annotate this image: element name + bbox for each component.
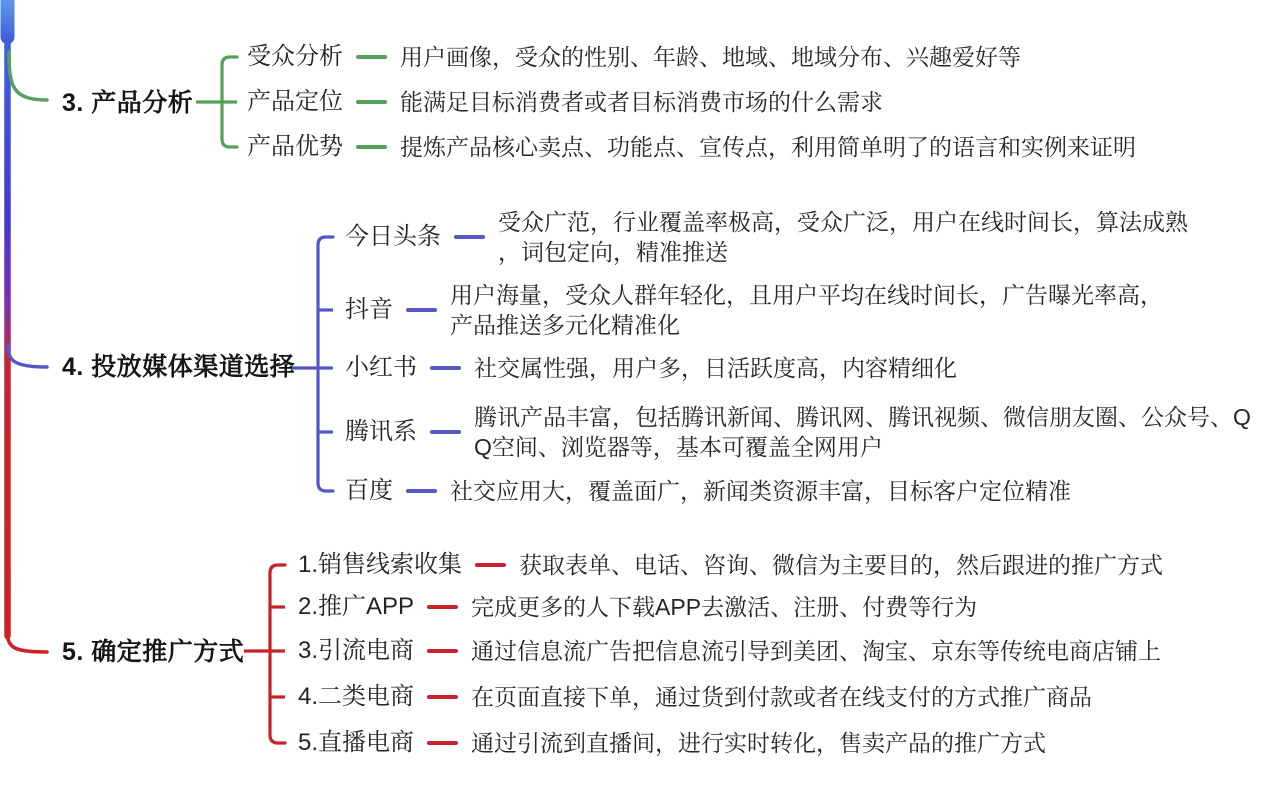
child-label: 小红书 (345, 354, 417, 381)
trunk-top-bar (1, 0, 15, 44)
connector-dash (356, 55, 387, 59)
row-sales-leads (298, 550, 1163, 580)
child-label: 产品优势 (247, 133, 343, 160)
connector-dash (356, 100, 387, 104)
bracket-promotion (270, 565, 285, 743)
row-live-ecommerce (298, 728, 1046, 758)
row-tencent (345, 402, 1266, 462)
row-audience-analysis (247, 42, 1021, 72)
child-desc: 在页面直接下单，通过货到付款或者在线支付的方式推广商品 (471, 684, 1093, 710)
row-toutiao (345, 207, 1195, 267)
connector-dash (427, 741, 458, 745)
connector-dash (427, 695, 458, 699)
connector-dash (454, 235, 485, 239)
connector-dash (430, 366, 461, 370)
child-desc: 腾讯产品丰富，包括腾讯新闻、腾讯网、腾讯视频、微信朋友圈、公众号、QQ空间、浏览器等，基本可覆盖全网用户 (474, 404, 1251, 460)
child-desc: 通过引流到直播间，进行实时转化，售卖产品的推广方式 (471, 730, 1047, 756)
row-product-positioning (247, 87, 883, 117)
child-label: 抖音 (345, 296, 393, 323)
bracket-product (222, 57, 237, 147)
child-desc: 受众广范，行业覆盖率极高，受众广泛，用户在线时间长，算法成熟，词包定向，精准推送 (498, 209, 1188, 265)
row-product-advantage (247, 132, 1136, 162)
child-label: 腾讯系 (345, 418, 417, 445)
row-second-class-ecommerce (298, 682, 1092, 712)
child-desc: 能满足目标消费者或者目标消费市场的什么需求 (400, 89, 883, 115)
connector-dash (427, 605, 458, 609)
connector-dash (427, 649, 458, 653)
child-desc: 通过信息流广告把信息流引导到美团、淘宝、京东等传统电商店铺上 (471, 638, 1162, 664)
child-label: 受众分析 (247, 43, 343, 70)
connector-dash (430, 430, 461, 434)
child-label: 今日头条 (345, 223, 441, 250)
branch-curve-promotion (7, 628, 47, 652)
row-baidu (345, 476, 1071, 506)
child-label: 2.推广APP (298, 593, 415, 620)
connector-dash (475, 563, 506, 567)
child-desc: 用户海量，受众人群年轻化，且用户平均在线时间长，广告曝光率高，产品推送多元化精准化 (450, 282, 1163, 338)
node-product-analysis: 3. 产品分析 (62, 89, 194, 117)
connector-dash (406, 489, 437, 493)
child-label: 3.引流电商 (298, 637, 415, 664)
bracket-media (318, 237, 333, 491)
child-desc: 社交属性强，用户多，日活跃度高，内容精细化 (474, 355, 957, 381)
child-desc: 社交应用大，覆盖面广，新闻类资源丰富，目标客户定位精准 (450, 478, 1071, 504)
child-desc: 获取表单、电话、咨询、微信为主要目的，然后跟进的推广方式 (519, 552, 1164, 578)
child-label: 百度 (345, 477, 393, 504)
node-promotion-methods: 5. 确定推广方式 (62, 638, 245, 666)
row-promote-app (298, 592, 977, 622)
child-desc: 提炼产品核心卖点、功能点、宣传点，利用简单明了的语言和实例来证明 (400, 134, 1136, 160)
branch-curve-media (8, 344, 47, 367)
connector-dash (406, 308, 437, 312)
child-label: 1.销售线索收集 (298, 551, 463, 578)
child-desc: 完成更多的人下载APP去激活、注册、付费等行为 (471, 594, 978, 620)
child-label: 5.直播电商 (298, 729, 415, 756)
row-xiaohongshu (345, 353, 957, 383)
row-traffic-ecommerce (298, 636, 1161, 666)
connector-dash (356, 145, 387, 149)
node-media-channels: 4. 投放媒体渠道选择 (62, 353, 296, 381)
child-label: 4.二类电商 (298, 683, 415, 710)
child-label: 产品定位 (247, 88, 343, 115)
branch-curve-product (9, 52, 47, 100)
row-douyin (345, 280, 1172, 340)
child-desc: 用户画像，受众的性别、年龄、地域、地域分布、兴趣爱好等 (400, 44, 1021, 70)
